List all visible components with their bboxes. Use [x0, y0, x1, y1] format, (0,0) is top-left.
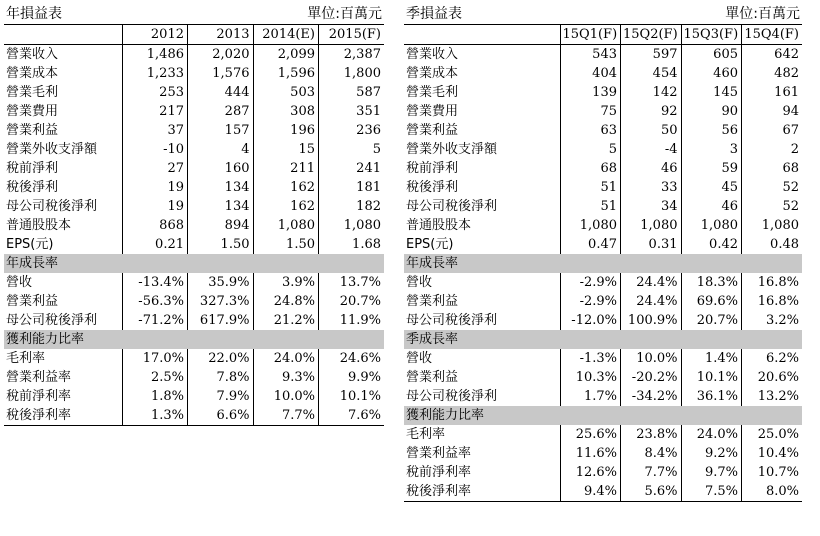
- cell-value: 92: [621, 102, 682, 121]
- row-label: 母公司稅後淨利: [406, 199, 498, 214]
- cell-value: 0.21: [122, 235, 188, 254]
- cell-value: 46: [621, 159, 682, 178]
- row-label: 稅後淨利: [406, 180, 459, 195]
- row-label: 營業外收支淨額: [6, 142, 98, 157]
- table-row: [4, 83, 384, 102]
- table-row: [404, 83, 802, 102]
- row-label: 營業利益: [406, 123, 459, 138]
- annual-unit-label: 單位:百萬元: [307, 6, 382, 22]
- row-label: 營業成本: [6, 66, 59, 81]
- row-label: 母公司稅後淨利: [6, 313, 98, 328]
- cell-value: 196: [253, 121, 319, 140]
- section-header-row: [4, 254, 384, 273]
- cell-value: 8.4%: [621, 444, 682, 463]
- row-label: 營業毛利: [6, 85, 59, 100]
- cell-value: 597: [621, 45, 682, 65]
- annual-table: [4, 25, 384, 426]
- cell-value: 15: [253, 140, 319, 159]
- quarterly-unit-label: 單位:百萬元: [725, 6, 800, 22]
- table-row: [404, 235, 802, 254]
- table-row: [404, 368, 802, 387]
- row-label: 稅後淨利率: [4, 406, 122, 426]
- row-label: EPS(元): [406, 237, 454, 252]
- cell-value: 134: [188, 197, 254, 216]
- cell-value: 308: [253, 102, 319, 121]
- cell-value: 241: [319, 159, 385, 178]
- cell-value: 2: [742, 140, 803, 159]
- row-label: 稅前淨利率: [406, 465, 472, 480]
- column-header: 2014(E): [253, 25, 319, 45]
- row-label: 營業利益: [6, 123, 59, 138]
- table-row: [404, 159, 802, 178]
- column-header: 2013: [188, 25, 254, 45]
- table-row: [4, 387, 384, 406]
- column-header: 15Q1(F): [560, 25, 621, 45]
- row-label: 營業收入: [6, 47, 59, 62]
- cell-value: 142: [621, 83, 682, 102]
- cell-value: 67: [742, 121, 803, 140]
- row-label: 稅前淨利率: [6, 389, 72, 404]
- cell-value: 6.2%: [742, 349, 803, 368]
- cell-value: 20.7%: [319, 292, 385, 311]
- cell-value: 21.2%: [253, 311, 319, 330]
- cell-value: 0.48: [742, 235, 803, 254]
- cell-value: 139: [560, 83, 621, 102]
- cell-value: 20.6%: [742, 368, 803, 387]
- cell-value: 2,020: [188, 45, 254, 65]
- table-row: [4, 273, 384, 292]
- row-label: 營業利益: [406, 294, 459, 309]
- cell-value: 23.8%: [621, 425, 682, 444]
- cell-value: 10.3%: [560, 368, 621, 387]
- cell-value: 444: [188, 83, 254, 102]
- cell-value: 5.6%: [621, 482, 682, 502]
- row-label: 營業利益: [6, 294, 59, 309]
- table-row: [4, 349, 384, 368]
- cell-value: 20.7%: [681, 311, 742, 330]
- table-row: [4, 178, 384, 197]
- cell-value: -13.4%: [122, 273, 188, 292]
- cell-value: 10.1%: [319, 387, 385, 406]
- cell-value: 161: [742, 83, 803, 102]
- cell-value: 10.0%: [621, 349, 682, 368]
- cell-value: 22.0%: [188, 349, 254, 368]
- cell-value: 63: [560, 121, 621, 140]
- cell-value: 7.6%: [319, 406, 385, 426]
- cell-value: 52: [742, 197, 803, 216]
- cell-value: 6.6%: [188, 406, 254, 426]
- cell-value: 4: [188, 140, 254, 159]
- table-row: [404, 45, 802, 65]
- cell-value: 25.6%: [560, 425, 621, 444]
- cell-value: 50: [621, 121, 682, 140]
- cell-value: 24.0%: [253, 349, 319, 368]
- row-label: 毛利率: [6, 351, 46, 366]
- table-row: [4, 45, 384, 65]
- cell-value: 35.9%: [188, 273, 254, 292]
- row-label: 營收: [6, 275, 33, 290]
- cell-value: 327.3%: [188, 292, 254, 311]
- cell-value: 1,080: [560, 216, 621, 235]
- cell-value: 100.9%: [621, 311, 682, 330]
- cell-value: 157: [188, 121, 254, 140]
- cell-value: -2.9%: [560, 292, 621, 311]
- cell-value: 9.4%: [560, 482, 621, 502]
- column-header: 15Q3(F): [681, 25, 742, 45]
- table-row: [4, 368, 384, 387]
- table-row: [404, 102, 802, 121]
- row-label: 稅前淨利: [6, 161, 59, 176]
- cell-value: 33: [621, 178, 682, 197]
- cell-value: 1.3%: [122, 406, 188, 426]
- cell-value: 0.47: [560, 235, 621, 254]
- cell-value: 24.4%: [621, 292, 682, 311]
- cell-value: 19: [122, 178, 188, 197]
- cell-value: 7.9%: [188, 387, 254, 406]
- annual-title-row: [4, 2, 384, 25]
- row-label: 普通股股本: [6, 218, 72, 233]
- row-label: 營業利益: [406, 370, 459, 385]
- row-label: 毛利率: [406, 427, 446, 442]
- cell-value: 19: [122, 197, 188, 216]
- cell-value: 503: [253, 83, 319, 102]
- cell-value: 90: [681, 102, 742, 121]
- cell-value: 68: [742, 159, 803, 178]
- row-label: 營收: [406, 275, 433, 290]
- row-label: 營業成本: [406, 66, 459, 81]
- cell-value: 7.7%: [253, 406, 319, 426]
- cell-value: 3.9%: [253, 273, 319, 292]
- table-row: [404, 178, 802, 197]
- cell-value: 69.6%: [681, 292, 742, 311]
- section-title: 獲利能力比率: [404, 406, 802, 425]
- table-row: [404, 463, 802, 482]
- cell-value: 46: [681, 197, 742, 216]
- cell-value: 160: [188, 159, 254, 178]
- table-row: [404, 387, 802, 406]
- cell-value: 454: [621, 64, 682, 83]
- quarterly-table-title: 季損益表: [406, 6, 462, 22]
- cell-value: 52: [742, 178, 803, 197]
- section-title: 年成長率: [4, 254, 384, 273]
- column-header: 2015(F): [319, 25, 385, 45]
- cell-value: 3.2%: [742, 311, 803, 330]
- cell-value: 605: [681, 45, 742, 65]
- cell-value: 24.8%: [253, 292, 319, 311]
- row-label: 營業毛利: [406, 85, 459, 100]
- quarterly-title-row: [404, 2, 802, 25]
- table-row: [4, 216, 384, 235]
- cell-value: 617.9%: [188, 311, 254, 330]
- cell-value: 10.7%: [742, 463, 803, 482]
- cell-value: 5: [319, 140, 385, 159]
- table-row: [404, 349, 802, 368]
- table-row: [404, 444, 802, 463]
- cell-value: 11.9%: [319, 311, 385, 330]
- row-label: 營業費用: [6, 104, 59, 119]
- table-row: [4, 102, 384, 121]
- row-label: 稅後淨利率: [404, 482, 560, 502]
- table-row: [4, 235, 384, 254]
- cell-value: 182: [319, 197, 385, 216]
- cell-value: 8.0%: [742, 482, 803, 502]
- cell-value: 253: [122, 83, 188, 102]
- row-label: 母公司稅後淨利: [406, 389, 498, 404]
- cell-value: 236: [319, 121, 385, 140]
- table-row: [4, 159, 384, 178]
- row-label: 母公司稅後淨利: [406, 313, 498, 328]
- cell-value: 10.0%: [253, 387, 319, 406]
- table-row: [404, 64, 802, 83]
- table-row: [404, 140, 802, 159]
- header-row: [404, 25, 802, 45]
- cell-value: 217: [122, 102, 188, 121]
- cell-value: 1.8%: [122, 387, 188, 406]
- cell-value: 211: [253, 159, 319, 178]
- cell-value: 460: [681, 64, 742, 83]
- cell-value: 1,800: [319, 64, 385, 83]
- cell-value: -12.0%: [560, 311, 621, 330]
- row-label: 營業費用: [406, 104, 459, 119]
- cell-value: 18.3%: [681, 273, 742, 292]
- cell-value: 868: [122, 216, 188, 235]
- cell-value: 59: [681, 159, 742, 178]
- cell-value: 9.7%: [681, 463, 742, 482]
- cell-value: 27: [122, 159, 188, 178]
- cell-value: 543: [560, 45, 621, 65]
- cell-value: 404: [560, 64, 621, 83]
- row-label: 營業利益率: [6, 370, 72, 385]
- table-row: [404, 197, 802, 216]
- row-label: 普通股股本: [406, 218, 472, 233]
- row-label: 營收: [406, 351, 433, 366]
- cell-value: -1.3%: [560, 349, 621, 368]
- cell-value: 0.31: [621, 235, 682, 254]
- table-row: [4, 311, 384, 330]
- cell-value: 11.6%: [560, 444, 621, 463]
- row-label: 稅後淨利: [6, 180, 59, 195]
- table-row: [404, 311, 802, 330]
- cell-value: 51: [560, 178, 621, 197]
- cell-value: 24.4%: [621, 273, 682, 292]
- table-row: [404, 425, 802, 444]
- cell-value: -34.2%: [621, 387, 682, 406]
- cell-value: 75: [560, 102, 621, 121]
- cell-value: 7.7%: [621, 463, 682, 482]
- cell-value: 3: [681, 140, 742, 159]
- cell-value: 162: [253, 178, 319, 197]
- cell-value: -20.2%: [621, 368, 682, 387]
- cell-value: 16.8%: [742, 292, 803, 311]
- cell-value: -56.3%: [122, 292, 188, 311]
- cell-value: 351: [319, 102, 385, 121]
- cell-value: 94: [742, 102, 803, 121]
- row-label: 稅前淨利: [406, 161, 459, 176]
- cell-value: 482: [742, 64, 803, 83]
- cell-value: -71.2%: [122, 311, 188, 330]
- column-header: 15Q4(F): [742, 25, 803, 45]
- header-blank: [404, 25, 560, 45]
- cell-value: 2,099: [253, 45, 319, 65]
- cell-value: 1,233: [122, 64, 188, 83]
- header-blank: [4, 25, 122, 45]
- cell-value: 9.3%: [253, 368, 319, 387]
- cell-value: 1.50: [188, 235, 254, 254]
- row-label: EPS(元): [6, 237, 54, 252]
- cell-value: 25.0%: [742, 425, 803, 444]
- cell-value: 56: [681, 121, 742, 140]
- table-row: [4, 292, 384, 311]
- cell-value: 24.6%: [319, 349, 385, 368]
- cell-value: 10.1%: [681, 368, 742, 387]
- cell-value: 1,080: [681, 216, 742, 235]
- cell-value: 1.7%: [560, 387, 621, 406]
- table-row: [4, 197, 384, 216]
- row-label: 母公司稅後淨利: [6, 199, 98, 214]
- section-header-row: [404, 254, 802, 273]
- cell-value: 5: [560, 140, 621, 159]
- section-header-row: [4, 330, 384, 349]
- table-row: [4, 406, 384, 426]
- cell-value: 1,080: [742, 216, 803, 235]
- annual-income-statement: [4, 2, 384, 426]
- row-label: 營業收入: [406, 47, 459, 62]
- header-row: [4, 25, 384, 45]
- cell-value: 17.0%: [122, 349, 188, 368]
- table-row: [4, 140, 384, 159]
- cell-value: 1,080: [253, 216, 319, 235]
- cell-value: 12.6%: [560, 463, 621, 482]
- cell-value: 13.7%: [319, 273, 385, 292]
- annual-table-title: 年損益表: [6, 6, 62, 22]
- cell-value: 7.8%: [188, 368, 254, 387]
- row-label: 營業利益率: [406, 446, 472, 461]
- cell-value: 0.42: [681, 235, 742, 254]
- cell-value: 13.2%: [742, 387, 803, 406]
- table-row: [404, 482, 802, 502]
- table-row: [404, 216, 802, 235]
- cell-value: 24.0%: [681, 425, 742, 444]
- section-title: 季成長率: [404, 330, 802, 349]
- cell-value: 1,080: [621, 216, 682, 235]
- cell-value: -2.9%: [560, 273, 621, 292]
- cell-value: 10.4%: [742, 444, 803, 463]
- cell-value: 16.8%: [742, 273, 803, 292]
- cell-value: 45: [681, 178, 742, 197]
- cell-value: -10: [122, 140, 188, 159]
- section-header-row: [404, 406, 802, 425]
- cell-value: 9.9%: [319, 368, 385, 387]
- cell-value: 162: [253, 197, 319, 216]
- cell-value: 642: [742, 45, 803, 65]
- cell-value: 287: [188, 102, 254, 121]
- cell-value: 9.2%: [681, 444, 742, 463]
- cell-value: 34: [621, 197, 682, 216]
- section-title: 年成長率: [404, 254, 802, 273]
- cell-value: 7.5%: [681, 482, 742, 502]
- cell-value: -4: [621, 140, 682, 159]
- cell-value: 2.5%: [122, 368, 188, 387]
- cell-value: 1,486: [122, 45, 188, 65]
- section-header-row: [404, 330, 802, 349]
- cell-value: 2,387: [319, 45, 385, 65]
- cell-value: 587: [319, 83, 385, 102]
- cell-value: 1,596: [253, 64, 319, 83]
- cell-value: 1,080: [319, 216, 385, 235]
- cell-value: 1.4%: [681, 349, 742, 368]
- cell-value: 1,576: [188, 64, 254, 83]
- cell-value: 68: [560, 159, 621, 178]
- section-title: 獲利能力比率: [4, 330, 384, 349]
- cell-value: 36.1%: [681, 387, 742, 406]
- quarterly-income-statement: [404, 2, 802, 502]
- cell-value: 145: [681, 83, 742, 102]
- cell-value: 51: [560, 197, 621, 216]
- cell-value: 1.68: [319, 235, 385, 254]
- table-row: [4, 64, 384, 83]
- quarterly-table: [404, 25, 802, 502]
- cell-value: 134: [188, 178, 254, 197]
- row-label: 營業外收支淨額: [406, 142, 498, 157]
- cell-value: 37: [122, 121, 188, 140]
- table-row: [4, 121, 384, 140]
- table-row: [404, 273, 802, 292]
- column-header: 2012: [122, 25, 188, 45]
- table-row: [404, 121, 802, 140]
- cell-value: 181: [319, 178, 385, 197]
- column-header: 15Q2(F): [621, 25, 682, 45]
- table-row: [404, 292, 802, 311]
- cell-value: 894: [188, 216, 254, 235]
- cell-value: 1.50: [253, 235, 319, 254]
